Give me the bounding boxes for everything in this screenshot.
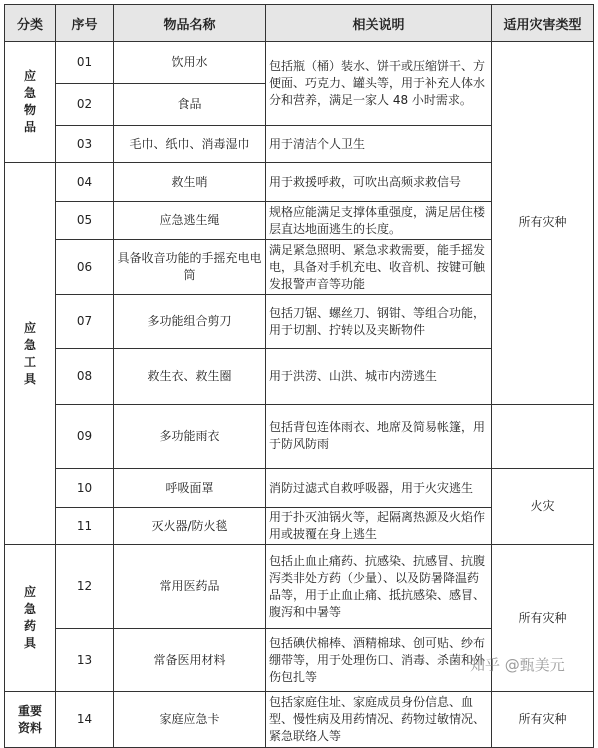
seq-cell: 14 <box>56 692 114 748</box>
table-row <box>5 404 594 468</box>
seq-cell: 02 <box>56 84 114 126</box>
description-cell: 包括止血止痛药、抗感染、抗感冒、抗腹泻类非处方药（少量）、以及防暑降温药品等，用于止血止痛、抵抗感染、感冒、腹泻和中暑等 <box>266 545 492 629</box>
item-name-cell: 呼吸面罩 <box>114 469 266 508</box>
item-name-cell: 家庭应急卡 <box>114 692 266 748</box>
category-cell: 应急工具 <box>5 163 56 545</box>
table-header-row <box>5 5 594 42</box>
disaster-type-cell: 火灾 <box>492 469 594 545</box>
description-cell: 包括碘伏棉棒、酒精棉球、创可贴、纱布绷带等，用于处理伤口、消毒、杀菌和外伤包扎等 <box>266 629 492 692</box>
description-cell: 用于洪涝、山洪、城市内涝逃生 <box>266 349 492 405</box>
item-name-cell: 饮用水 <box>114 42 266 84</box>
description-cell: 用于清洁个人卫生 <box>266 126 492 163</box>
seq-cell: 13 <box>56 629 114 692</box>
seq-cell: 03 <box>56 126 114 163</box>
category-cell: 重要资料 <box>5 692 56 748</box>
description-cell: 消防过滤式自救呼吸器，用于火灾逃生 <box>266 469 492 508</box>
description-cell: 包括家庭住址、家庭成员身份信息、血型、慢性病及用药情况、药物过敏情况、紧急联络人等 <box>266 692 492 748</box>
item-name-cell: 应急逃生绳 <box>114 202 266 240</box>
description-cell: 用于扑灭油锅火等，起隔离热源及火焰作用或披覆在身上逃生 <box>266 508 492 545</box>
item-name-cell: 具备收音功能的手摇充电电筒 <box>114 240 266 295</box>
header-item-name: 物品名称 <box>114 5 266 42</box>
seq-cell: 01 <box>56 42 114 84</box>
table-row <box>5 545 594 629</box>
seq-cell: 10 <box>56 469 114 508</box>
description-cell: 包括背包连体雨衣、地席及简易帐篷，用于防风防雨 <box>266 404 492 468</box>
table-row <box>5 692 594 748</box>
description-cell: 包括瓶（桶）装水、饼干或压缩饼干、方便面、巧克力、罐头等，用于补充人体水分和营养，满足一家人 48 小时需求。 <box>266 42 492 126</box>
disaster-type-cell: 所有灾种 <box>492 42 594 405</box>
item-name-cell: 救生哨 <box>114 163 266 202</box>
item-name-cell: 常用医药品 <box>114 545 266 629</box>
item-name-cell: 救生衣、救生圈 <box>114 349 266 405</box>
description-cell: 包括刀锯、螺丝刀、钢钳、等组合功能，用于切割、拧转以及夹断物件 <box>266 295 492 349</box>
item-name-cell: 常备医用材料 <box>114 629 266 692</box>
seq-cell: 08 <box>56 349 114 405</box>
seq-cell: 11 <box>56 508 114 545</box>
item-name-cell: 食品 <box>114 84 266 126</box>
seq-cell: 06 <box>56 240 114 295</box>
seq-cell: 07 <box>56 295 114 349</box>
disaster-type-cell: 所有灾种 <box>492 545 594 692</box>
disaster-type-cell: 所有灾种 <box>492 692 594 748</box>
item-name-cell: 多功能雨衣 <box>114 404 266 468</box>
watermark: 知乎 @甄美元 <box>470 656 565 674</box>
header-seq: 序号 <box>56 5 114 42</box>
seq-cell: 05 <box>56 202 114 240</box>
table-row <box>5 42 594 84</box>
header-disaster-type: 适用灾害类型 <box>492 5 594 42</box>
header-description: 相关说明 <box>266 5 492 42</box>
description-cell: 规格应能满足支撑体重强度，满足居住楼层直达地面逃生的长度。 <box>266 202 492 240</box>
description-cell: 用于救援呼救，可吹出高频求救信号 <box>266 163 492 202</box>
category-cell: 应急物品 <box>5 42 56 163</box>
description-cell: 满足紧急照明、紧急求救需要，能手摇发电，具备对手机充电、收音机、按键可触发报警声音等功能 <box>266 240 492 295</box>
item-name-cell: 毛巾、纸巾、消毒湿巾 <box>114 126 266 163</box>
header-category: 分类 <box>5 5 56 42</box>
seq-cell: 09 <box>56 404 114 468</box>
item-name-cell: 多功能组合剪刀 <box>114 295 266 349</box>
seq-cell: 04 <box>56 163 114 202</box>
table-row <box>5 469 594 508</box>
category-cell: 应急药具 <box>5 545 56 692</box>
emergency-supplies-table <box>4 4 594 748</box>
seq-cell: 12 <box>56 545 114 629</box>
item-name-cell: 灭火器/防火毯 <box>114 508 266 545</box>
